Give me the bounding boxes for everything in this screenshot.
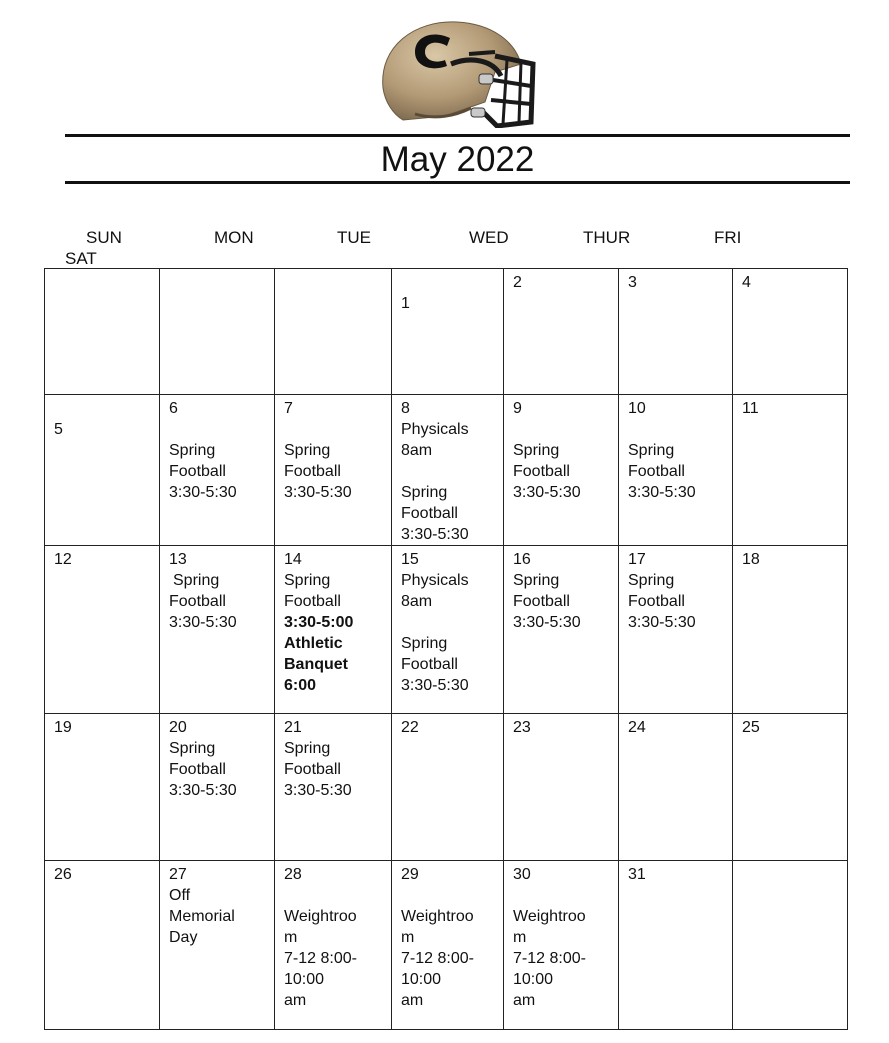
day-number: 15	[401, 551, 419, 568]
dow-mon: MON	[214, 228, 254, 247]
day-cell	[504, 395, 619, 546]
day-number: 5	[54, 421, 63, 438]
day-cell	[45, 269, 160, 395]
day-number: 3	[628, 274, 637, 291]
day-cell	[619, 395, 733, 546]
day-number: 29	[401, 866, 419, 883]
day-cell	[275, 861, 392, 1030]
event-text: 7-12 8:00-	[513, 950, 586, 967]
day-number: 28	[284, 866, 302, 883]
event-text: m	[401, 929, 415, 946]
event-text: 3:30-5:30	[284, 484, 352, 501]
day-number: 1	[401, 295, 410, 312]
event-text: Football	[401, 505, 458, 522]
event-time-bold: 3:30-5:00	[284, 614, 354, 631]
event-text: 3:30-5:30	[169, 782, 237, 799]
day-number: 30	[513, 866, 531, 883]
day-cell	[160, 269, 275, 395]
day-number: 26	[54, 866, 72, 883]
dow-tue: TUE	[337, 228, 371, 247]
event-text: 3:30-5:30	[169, 614, 237, 631]
event-text: 10:00	[401, 971, 442, 988]
week-row	[45, 269, 848, 395]
event-text: Spring	[513, 572, 560, 589]
day-number: 6	[169, 400, 178, 417]
day-number: 2	[513, 274, 522, 291]
day-number: 13	[169, 551, 187, 568]
event-text: Spring	[401, 635, 448, 652]
event-text: Football	[169, 761, 226, 778]
day-cell	[733, 269, 848, 395]
day-cell	[160, 395, 275, 546]
event-text: Memorial	[169, 908, 235, 925]
title-top-rule	[65, 134, 850, 137]
event-text: Football	[401, 656, 458, 673]
day-number: 23	[513, 719, 531, 736]
day-number: 17	[628, 551, 646, 568]
day-number: 11	[742, 400, 759, 417]
day-cell	[504, 714, 619, 861]
banquet-text: Athletic	[284, 635, 343, 652]
dow-thu: THUR	[583, 228, 631, 247]
event-text: Football	[628, 463, 685, 480]
event-text: 3:30-5:30	[401, 526, 469, 543]
event-text: Football	[513, 463, 570, 480]
day-cell	[733, 861, 848, 1030]
event-text: 7-12 8:00-	[284, 950, 357, 967]
day-cell	[619, 269, 733, 395]
day-cell	[733, 714, 848, 861]
event-text: 8am	[401, 442, 433, 459]
event-text: Weightroo	[401, 908, 474, 925]
event-text: 3:30-5:30	[284, 782, 352, 799]
event-text: m	[513, 929, 527, 946]
event-text: Off	[169, 887, 191, 904]
day-cell	[160, 714, 275, 861]
calendar-grid	[44, 268, 848, 1030]
day-number: 14	[284, 551, 302, 568]
event-text: 10:00	[513, 971, 554, 988]
day-number: 12	[54, 551, 72, 568]
event-text: Spring	[513, 442, 560, 459]
event-text: Football	[284, 463, 341, 480]
day-number: 31	[628, 866, 646, 883]
event-text: m	[284, 929, 298, 946]
day-cell	[392, 546, 504, 714]
event-text: Spring	[284, 442, 331, 459]
day-cell	[45, 861, 160, 1030]
day-number: 25	[742, 719, 760, 736]
event-text: Spring	[173, 572, 220, 589]
day-cell	[392, 861, 504, 1030]
event-text: Football	[169, 593, 226, 610]
day-cell	[45, 395, 160, 546]
day-cell	[275, 714, 392, 861]
day-cell	[504, 269, 619, 395]
day-number: 19	[54, 719, 72, 736]
day-cell	[619, 546, 733, 714]
event-text: 8am	[401, 593, 433, 610]
event-text: Football	[513, 593, 570, 610]
day-cell	[160, 861, 275, 1030]
day-number: 18	[742, 551, 760, 568]
day-number: 4	[742, 274, 751, 291]
event-text: 3:30-5:30	[628, 484, 696, 501]
event-text: Spring	[169, 740, 216, 757]
event-text: Football	[284, 761, 341, 778]
event-text: Spring	[284, 740, 331, 757]
event-text: 3:30-5:30	[401, 677, 469, 694]
day-cell	[619, 861, 733, 1030]
day-cell	[275, 269, 392, 395]
day-cell	[733, 546, 848, 714]
day-number: 22	[401, 719, 419, 736]
day-number: 7	[284, 400, 293, 417]
event-text: Spring	[628, 442, 675, 459]
day-number: 10	[628, 400, 646, 417]
event-text: Spring	[628, 572, 675, 589]
event-text: Day	[169, 929, 198, 946]
dow-sun: SUN	[86, 228, 122, 247]
event-text: Weightroo	[284, 908, 357, 925]
week-row	[45, 861, 848, 1030]
dow-wed: WED	[469, 228, 509, 247]
day-cell	[45, 714, 160, 861]
week-row	[45, 546, 848, 714]
page-title: May 2022	[380, 140, 535, 179]
event-text: Football	[169, 463, 226, 480]
day-cell	[160, 546, 275, 714]
event-text: Football	[628, 593, 685, 610]
event-text: Spring	[169, 442, 216, 459]
dow-sat: SAT	[65, 249, 97, 268]
event-text: am	[513, 992, 536, 1009]
banquet-text: Banquet	[284, 656, 348, 673]
event-text: 3:30-5:30	[628, 614, 696, 631]
day-cell	[392, 269, 504, 395]
dow-fri: FRI	[714, 228, 742, 247]
day-cell	[275, 546, 392, 714]
event-text: 10:00	[284, 971, 325, 988]
day-number: 27	[169, 866, 187, 883]
event-text: Football	[284, 593, 341, 610]
day-cell	[504, 861, 619, 1030]
title-bottom-rule	[65, 181, 850, 184]
day-cell	[275, 395, 392, 546]
event-text: am	[284, 992, 307, 1009]
day-cell	[392, 714, 504, 861]
day-number: 16	[513, 551, 531, 568]
banquet-time: 6:00	[284, 677, 317, 694]
event-text: Weightroo	[513, 908, 586, 925]
day-cell	[619, 714, 733, 861]
event-text: 3:30-5:30	[169, 484, 237, 501]
helmet-logo	[375, 16, 540, 128]
event-text: 3:30-5:30	[513, 484, 581, 501]
day-number: 24	[628, 719, 646, 736]
day-cell	[392, 395, 504, 546]
event-text: Spring	[401, 484, 448, 501]
event-text: am	[401, 992, 424, 1009]
event-text: 3:30-5:30	[513, 614, 581, 631]
day-number: 9	[513, 400, 522, 417]
event-text: Physicals	[401, 421, 469, 438]
day-number: 21	[284, 719, 302, 736]
day-number: 20	[169, 719, 187, 736]
day-cell	[45, 546, 160, 714]
event-text: 7-12 8:00-	[401, 950, 474, 967]
day-cell	[504, 546, 619, 714]
day-cell	[733, 395, 848, 546]
week-row	[45, 714, 848, 861]
week-row	[45, 395, 848, 546]
event-text: Physicals	[401, 572, 469, 589]
event-text: Spring	[284, 572, 331, 589]
day-number: 8	[401, 400, 410, 417]
